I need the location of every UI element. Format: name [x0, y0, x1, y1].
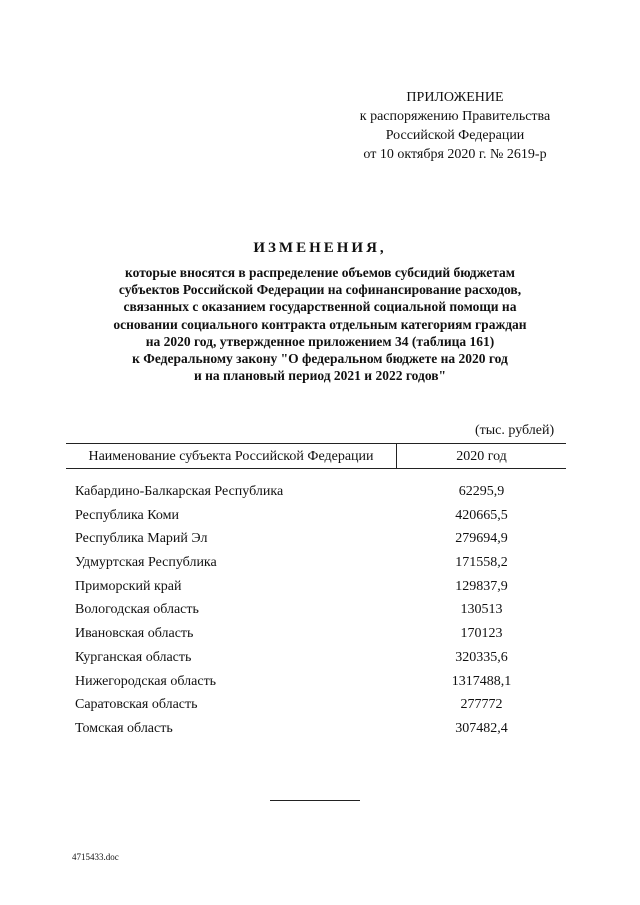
- subsidy-value: 307482,4: [455, 720, 508, 736]
- table-body: [66, 481, 566, 742]
- document-file-id: 4715433.doc: [72, 852, 119, 862]
- appendix-line-decree: к распоряжению Правительства: [359, 109, 551, 124]
- region-name: Курганская область: [75, 649, 192, 665]
- subsidy-value: 130513: [460, 602, 503, 618]
- table-row: [66, 481, 566, 505]
- subsidy-value: 320335,6: [455, 649, 508, 665]
- subsidy-value: 420665,5: [455, 507, 508, 523]
- appendix-header: [330, 88, 580, 164]
- end-separator-line: [270, 800, 360, 801]
- subsidy-value: 171558,2: [455, 555, 508, 571]
- region-name: Удмуртская Республика: [75, 555, 217, 571]
- document-title: ИЗМЕНЕНИЯ,: [253, 240, 387, 256]
- region-name: Саратовская область: [75, 697, 198, 713]
- region-name: Томская область: [75, 720, 173, 736]
- table-row: [66, 623, 566, 647]
- region-name: Ивановская область: [75, 626, 194, 642]
- subsidy-value: 62295,9: [458, 484, 505, 499]
- document-subtitle: [60, 264, 580, 384]
- table-row: [66, 528, 566, 552]
- subsidy-value: 1317488,1: [451, 673, 512, 689]
- subtitle-line: на 2020 год, утвержденное приложением 34 (таблица 161): [145, 333, 495, 349]
- subsidy-value: 279694,9: [455, 531, 508, 547]
- subsidy-value: 277772: [460, 697, 503, 713]
- region-name: Нижегородская область: [75, 673, 217, 689]
- table-row: [66, 576, 566, 600]
- table-row: [66, 599, 566, 623]
- appendix-line-federation: Российской Федерации: [385, 128, 525, 143]
- region-name: Приморский край: [75, 578, 182, 594]
- region-name: Кабардино-Балкарская Республика: [75, 484, 284, 499]
- subtitle-line: и на плановый период 2021 и 2022 годов": [193, 368, 447, 384]
- table-row: [66, 671, 566, 695]
- table-row: [66, 647, 566, 671]
- region-name: Республика Марий Эл: [75, 531, 208, 547]
- column-header-year: 2020 год: [456, 449, 507, 464]
- region-name: Вологодская область: [75, 602, 199, 618]
- document-title-block: [60, 238, 580, 384]
- table-row: [66, 505, 566, 529]
- units-label: (тыс. рублей): [475, 423, 555, 438]
- region-name: Республика Коми: [75, 507, 179, 523]
- subtitle-line: которые вносятся в распределение объемов субсидий бюджетам: [125, 265, 515, 280]
- subtitle-line: субъектов Российской Федерации на софинансирование расходов,: [118, 282, 522, 298]
- appendix-line-date: от 10 октября 2020 г. № 2619-р: [363, 147, 547, 162]
- table-header: [66, 443, 566, 469]
- subsidy-value: 170123: [460, 626, 503, 642]
- column-header-name: Наименование субъекта Российской Федерации: [66, 444, 397, 468]
- subtitle-line: основании социального контракта отдельным категориям граждан: [113, 316, 527, 332]
- appendix-title: ПРИЛОЖЕНИЕ: [406, 90, 504, 105]
- subtitle-line: к Федеральному закону "О федеральном бюджете на 2020 год: [132, 351, 508, 367]
- table-row: [66, 718, 566, 742]
- subtitle-line: связанных с оказанием государственной социальной помощи на: [123, 299, 517, 315]
- subsidy-value: 129837,9: [455, 578, 508, 594]
- table-row: [66, 552, 566, 576]
- table-row: [66, 694, 566, 718]
